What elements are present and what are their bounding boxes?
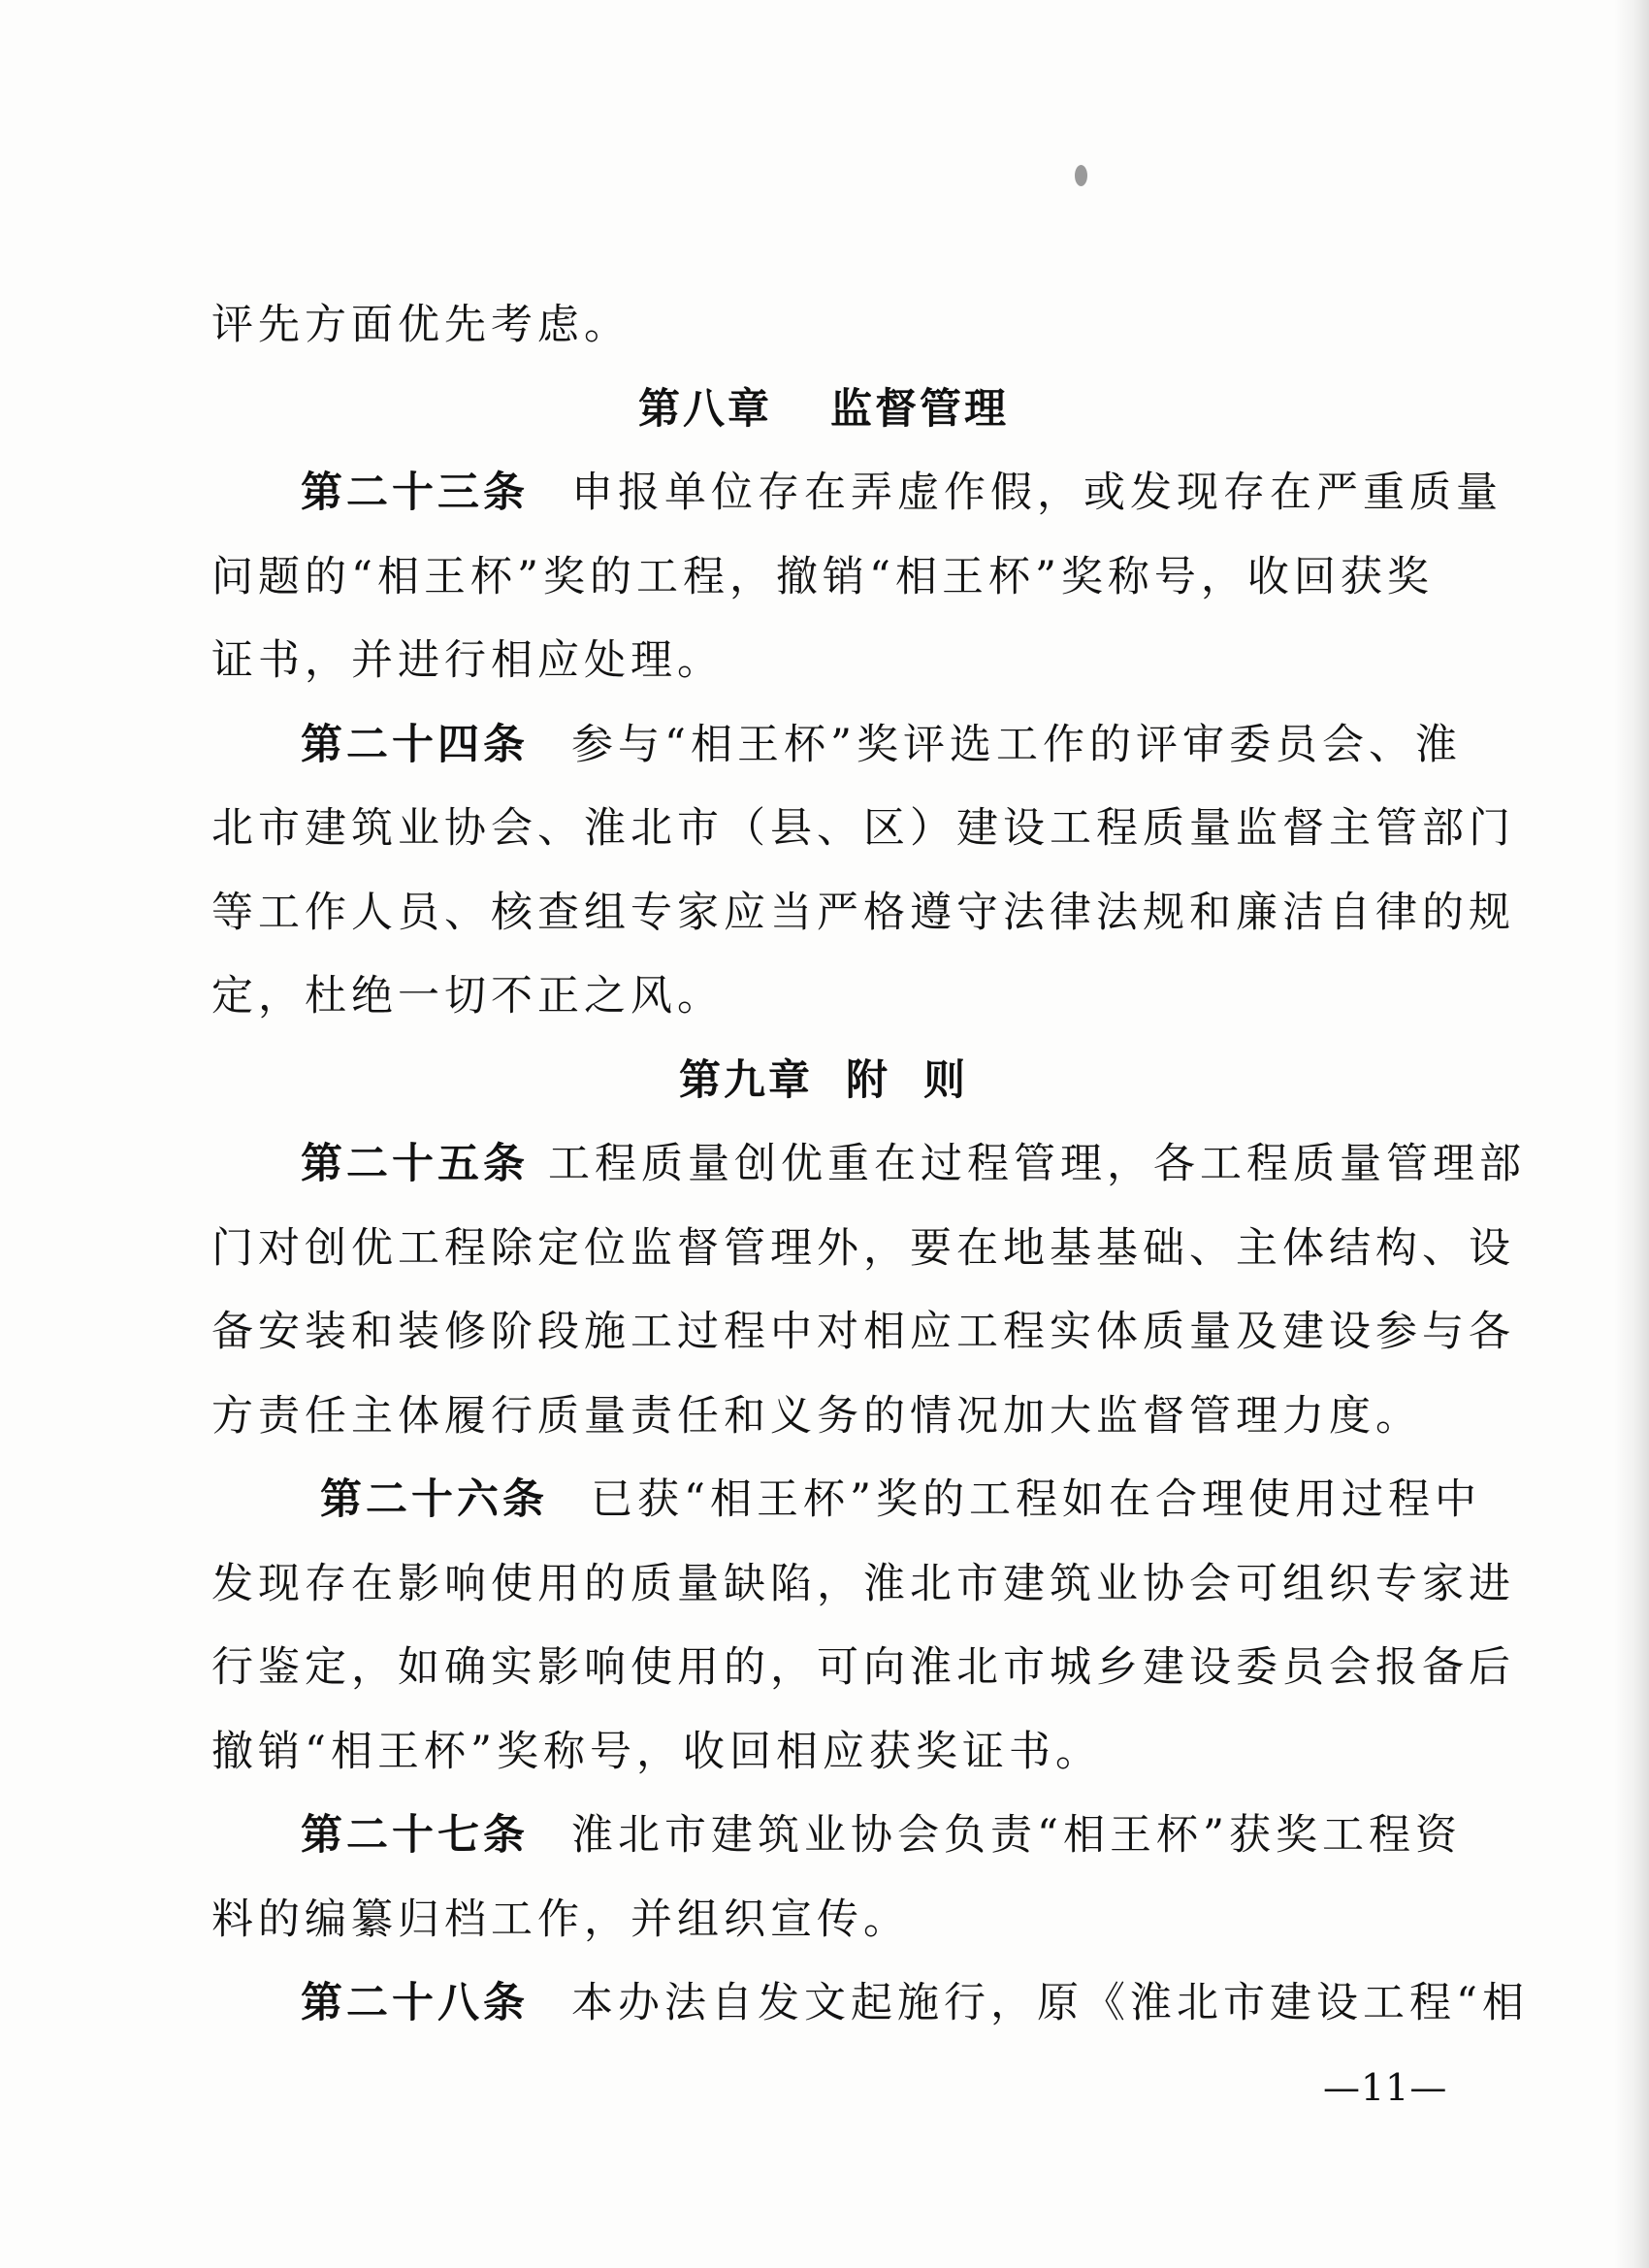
article-26-text: 已获“相王杯”奖的工程如在合理使用过程中 xyxy=(591,1475,1481,1524)
article-24-heading: 第二十四条 xyxy=(301,720,529,769)
article-23-first-line xyxy=(211,451,1503,535)
continuation-line: 评先方面优先考虑。 xyxy=(211,301,630,349)
chapter-9-number: 第九章 xyxy=(679,1055,813,1105)
page-number: —11— xyxy=(1323,2066,1448,2109)
article-24-first-line xyxy=(211,703,1462,788)
chapter-9-title-char-1: 附 xyxy=(846,1055,890,1105)
article-26-line-3: 行鉴定，如确实影响使用的，可向淮北市城乡建设委员会报备后 xyxy=(211,1643,1515,1692)
chapter-9-heading xyxy=(211,1039,1436,1123)
article-26-line-4: 撤销“相王杯”奖称号，收回相应获奖证书。 xyxy=(211,1727,1102,1776)
article-28-first-line xyxy=(211,1961,1529,2046)
article-25-line-3: 备安装和装修阶段施工过程中对相应工程实体质量及建设参与各 xyxy=(211,1308,1515,1356)
article-28-heading: 第二十八条 xyxy=(301,1979,529,2027)
article-26-line-2: 发现存在影响使用的质量缺陷，淮北市建筑业协会可组织专家进 xyxy=(211,1559,1515,1608)
chapter-8-heading xyxy=(211,368,1436,452)
article-23-heading: 第二十三条 xyxy=(301,469,529,517)
document-body xyxy=(211,283,1529,2046)
article-26-first-line xyxy=(211,1458,1481,1542)
article-25-first-line xyxy=(211,1122,1526,1207)
article-24-text: 参与“相王杯”奖评选工作的评审委员会、淮 xyxy=(571,720,1462,769)
chapter-8-number: 第八章 xyxy=(638,384,772,434)
scan-speck-mark xyxy=(1075,165,1087,186)
article-24-line-3: 等工作人员、核查组专家应当严格遵守法律法规和廉洁自律的规 xyxy=(211,888,1515,937)
article-25-line-4: 方责任主体履行质量责任和义务的情况加大监督管理力度。 xyxy=(211,1391,1422,1441)
article-26-heading: 第二十六条 xyxy=(320,1475,548,1524)
article-23-line-2: 问题的“相王杯”奖的工程，撤销“相王杯”奖称号，收回获奖 xyxy=(211,552,1434,601)
scan-edge-shadow xyxy=(1614,0,1649,2268)
article-24-line-4: 定，杜绝一切不正之风。 xyxy=(211,972,724,1021)
article-25-heading: 第二十五条 xyxy=(301,1140,529,1188)
article-28-text: 本办法自发文起施行，原《淮北市建设工程“相 xyxy=(571,1979,1529,2027)
article-27-line-2: 料的编纂归档工作，并组织宣传。 xyxy=(211,1895,910,1944)
article-27-text: 淮北市建筑业协会负责“相王杯”获奖工程资 xyxy=(571,1811,1462,1860)
article-24-line-2: 北市建筑业协会、淮北市（县、区）建设工程质量监督主管部门 xyxy=(211,804,1515,853)
article-23-text: 申报单位存在弄虚作假，或发现存在严重质量 xyxy=(571,469,1503,517)
article-27-first-line xyxy=(211,1794,1462,1878)
article-27-heading: 第二十七条 xyxy=(301,1811,529,1860)
article-25-line-2: 门对创优工程除定位监督管理外，要在地基基础、主体结构、设 xyxy=(211,1223,1515,1273)
article-23-line-3: 证书，并进行相应处理。 xyxy=(211,636,724,685)
chapter-8-title: 监督管理 xyxy=(830,384,1009,434)
chapter-9-title-char-2: 则 xyxy=(923,1055,968,1105)
article-25-text: 工程质量创优重在过程管理，各工程质量管理部 xyxy=(548,1140,1526,1188)
